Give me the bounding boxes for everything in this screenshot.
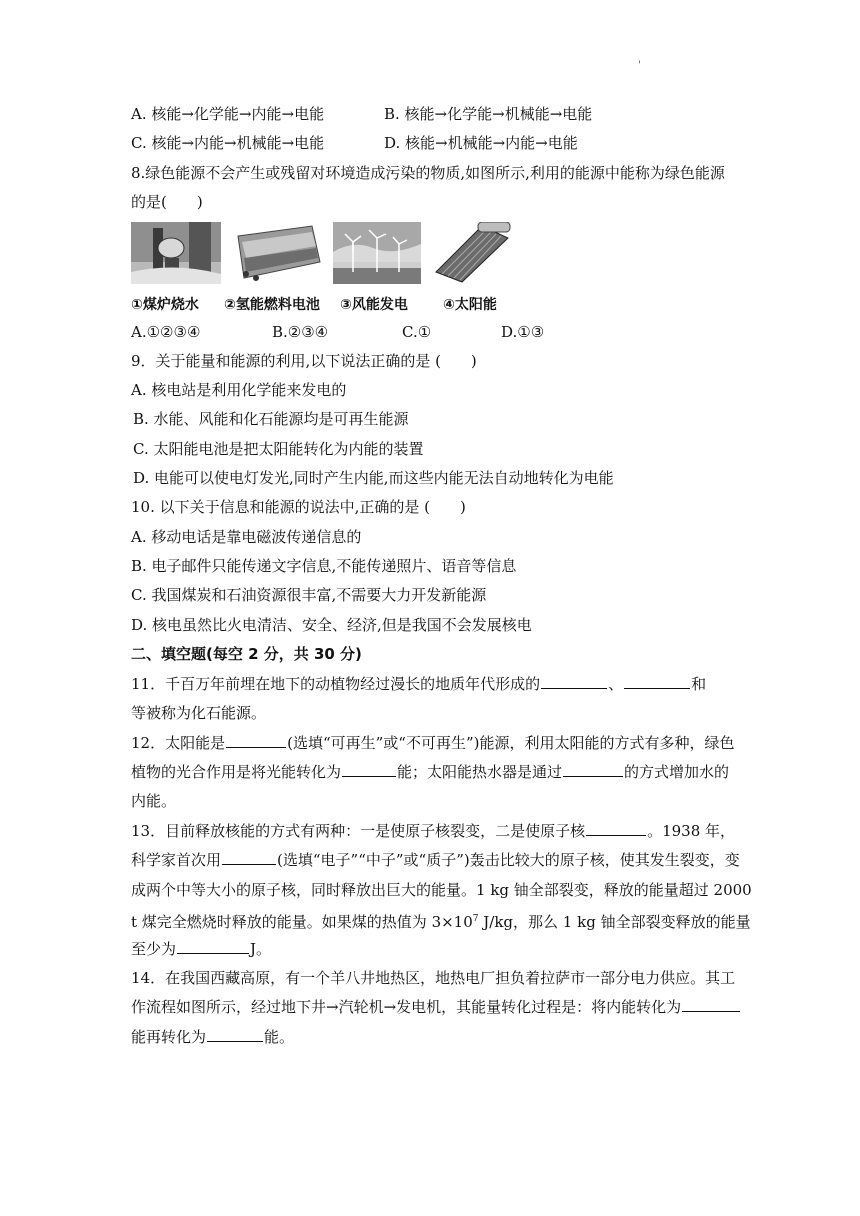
q11-text-c: 和 <box>691 675 707 693</box>
q8-stem-line2: 的是( ) <box>131 193 203 211</box>
q13-line4 <box>131 908 751 933</box>
q13-blank-3 <box>177 938 249 954</box>
q10-stem: 10. 以下关于信息和能源的说法中,正确的是 ( ) <box>131 498 466 516</box>
q13-text-a: 13．目前释放核能的方式有两种：一是使原子核裂变，二是使原子核 <box>131 822 586 840</box>
q7-option-a: A. 核能→化学能→内能→电能 <box>131 105 325 123</box>
q10-option-b: B. 电子邮件只能传递文字信息,不能传递照片、语音等信息 <box>131 557 517 575</box>
q11-text-a: 11．千百万年前埋在地下的动植物经过漫长的地质年代形成的 <box>131 675 541 693</box>
q12-line2 <box>131 761 729 783</box>
q12-line1 <box>131 732 734 754</box>
q7-option-d: D. 核能→机械能→内能→电能 <box>384 134 578 152</box>
q13-blank-2 <box>222 849 276 865</box>
q9-option-a: A. 核电站是利用化学能来发电的 <box>131 381 347 399</box>
section-fill-in-title: 二、填空题(每空 2 分，共 30 分) <box>131 645 362 663</box>
q13-text-f: J/kg，那么 1 kg 铀全部裂变释放的能量 <box>478 913 751 931</box>
q12-blank-3 <box>563 761 623 777</box>
q10-option-a: A. 移动电话是靠电磁波传递信息的 <box>131 528 362 546</box>
q11-blank-2 <box>624 673 690 689</box>
q14-text-c: 能。 <box>264 1028 295 1046</box>
q13-blank-1 <box>586 820 646 836</box>
image-caption-4: ④太阳能 <box>443 297 497 313</box>
q14-line3 <box>131 1026 294 1048</box>
wind-power-image <box>333 222 421 284</box>
q13-exponent: 7 <box>472 914 479 924</box>
q9-option-d: D. 电能可以使电灯发光,同时产生内能,而这些内能无法自动地转化为电能 <box>133 469 614 487</box>
q10-option-d: D. 核电虽然比火电清洁、安全、经济,但是我国不会发展核电 <box>131 616 532 634</box>
q13-text-g: 至少为 <box>131 940 177 958</box>
q13-line3: 成两个中等大小的原子核，同时释放出巨大的能量。1 kg 铀全部裂变，释放的能量超过 2000 <box>131 881 752 899</box>
q12-blank-2 <box>342 761 396 777</box>
q14-text-a: 作流程如图所示，经过地下井→汽轮机→发电机，其能量转化过程是：将内能转化为 <box>131 998 682 1016</box>
q13-line1 <box>131 820 735 842</box>
q13-text-d: (选填“电子”“中子”或“质子”)轰击比较大的原子核，使其发生裂变，变 <box>277 851 740 869</box>
q14-blank-1 <box>682 996 740 1012</box>
solar-water-heater-image <box>430 222 512 284</box>
q12-text-d: 能；太阳能热水器是通过 <box>397 763 563 781</box>
q13-text-e: t 煤完全燃烧时释放的能量。如果煤的热值为 3×10 <box>131 913 473 931</box>
q9-option-c: C. 太阳能电池是把太阳能转化为内能的装置 <box>133 440 424 458</box>
q9-option-b: B. 水能、风能和化石能源均是可再生能源 <box>133 410 409 428</box>
image-caption-3: ③风能发电 <box>340 297 408 313</box>
q11-blank-1 <box>541 673 607 689</box>
q11-text-b: 、 <box>608 675 624 693</box>
q13-line2 <box>131 849 740 871</box>
q13-text-h: J。 <box>250 940 272 958</box>
q13-text-b: 。1938 年， <box>647 822 736 840</box>
q14-blank-2 <box>207 1026 263 1042</box>
q7-option-b: B. 核能→化学能→机械能→电能 <box>384 105 593 123</box>
hydrogen-fuel-cell-image <box>232 222 322 284</box>
q10-option-c: C. 我国煤炭和石油资源很丰富,不需要大力开发新能源 <box>131 586 487 604</box>
page-mark: ' <box>638 60 641 71</box>
q12-text-a: 12．太阳能是 <box>131 734 226 752</box>
q12-text-e: 的方式增加水的 <box>624 763 730 781</box>
q13-text-c: 科学家首次用 <box>131 851 222 869</box>
q8-option-b: B.②③④ <box>272 323 329 341</box>
q7-option-c: C. 核能→内能→机械能→电能 <box>131 134 325 152</box>
image-caption-1: ①煤炉烧水 <box>131 297 199 313</box>
q13-line5 <box>131 938 271 960</box>
q8-option-a: A.①②③④ <box>131 323 201 341</box>
q12-blank-1 <box>226 732 286 748</box>
q8-option-d: D.①③ <box>501 323 545 341</box>
q11-line2: 等被称为化石能源。 <box>131 704 267 722</box>
q14-line2 <box>131 996 741 1018</box>
q12-line3: 内能。 <box>131 792 177 810</box>
q12-text-c: 植物的光合作用是将光能转化为 <box>131 763 342 781</box>
coal-stove-kettle-image <box>131 222 221 284</box>
q12-text-b: (选填“可再生”或“不可再生”)能源，利用太阳能的方式有多种，绿色 <box>287 734 735 752</box>
q8-option-c: C.① <box>402 323 432 341</box>
q14-line1: 14．在我国西藏高原，有一个羊八井地热区，地热电厂担负着拉萨市一部分电力供应。其工 <box>131 969 736 987</box>
q8-stem-line1: 8.绿色能源不会产生或残留对环境造成污染的物质,如图所示,利用的能源中能称为绿色能源 <box>131 164 725 182</box>
q9-stem: 9．关于能量和能源的利用,以下说法正确的是 ( ) <box>131 352 477 370</box>
q11-line1 <box>131 673 706 695</box>
image-caption-2: ②氢能燃料电池 <box>224 297 320 313</box>
q14-text-b: 能再转化为 <box>131 1028 207 1046</box>
